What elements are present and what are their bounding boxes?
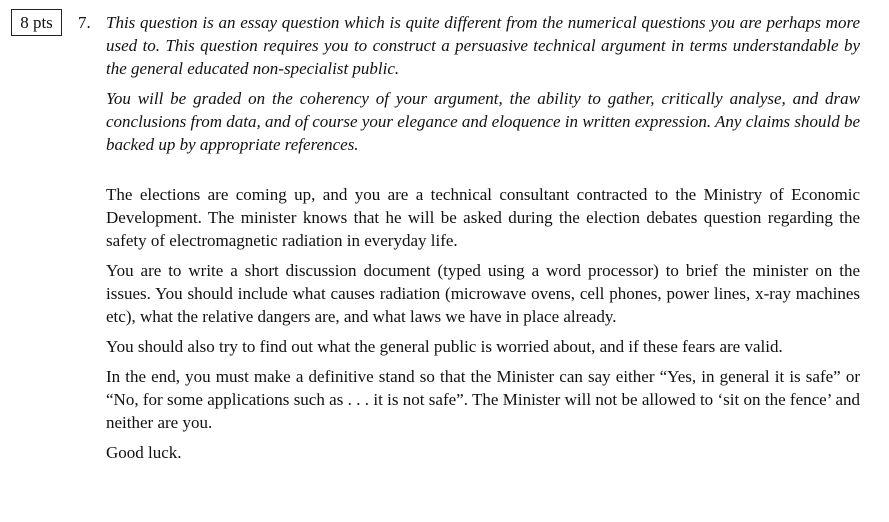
body-paragraph-2: You are to write a short discussion document (typed using a word processor) to brief the minister on the issues. You should include what causes radiation (microwave ovens, cell phones, power lines, x-ray machines etc), what the relative dangers are, and what laws we have in place already.: [106, 261, 860, 326]
body-paragraph-1: The elections are coming up, and you are a technical consultant contracted to the Ministry of Economic Development. The minister knows that he will be asked during the election debates question regarding the safety of electromagnetic radiation in everyday life.: [106, 185, 860, 250]
question-number: 7.: [78, 13, 91, 32]
closing-line: Good luck.: [106, 443, 182, 462]
body-paragraph-4: In the end, you must make a definitive stand so that the Minister can say either “Yes, in general it is safe” or “No, for some applications such as . . . it is not safe”. The Minister will not be allowed to ‘sit on the fence’ and neither are you.: [106, 367, 860, 432]
question-content: [106, 11, 860, 464]
intro-paragraph-2: You will be graded on the coherency of your argument, the ability to gather, critically analyse, and draw conclusions from data, and of course your elegance and eloquence in written expression. Any claims should be backed up by appropriate references.: [106, 89, 860, 154]
intro-paragraph-1: This question is an essay question which is quite different from the numerical questions you are perhaps more used to. This question requires you to construct a persuasive technical argument in terms understandable by the general educated non-specialist public.: [106, 13, 860, 78]
points-badge: 8 pts: [11, 9, 62, 36]
body-paragraph-3: You should also try to find out what the general public is worried about, and if these fears are valid.: [106, 337, 783, 356]
